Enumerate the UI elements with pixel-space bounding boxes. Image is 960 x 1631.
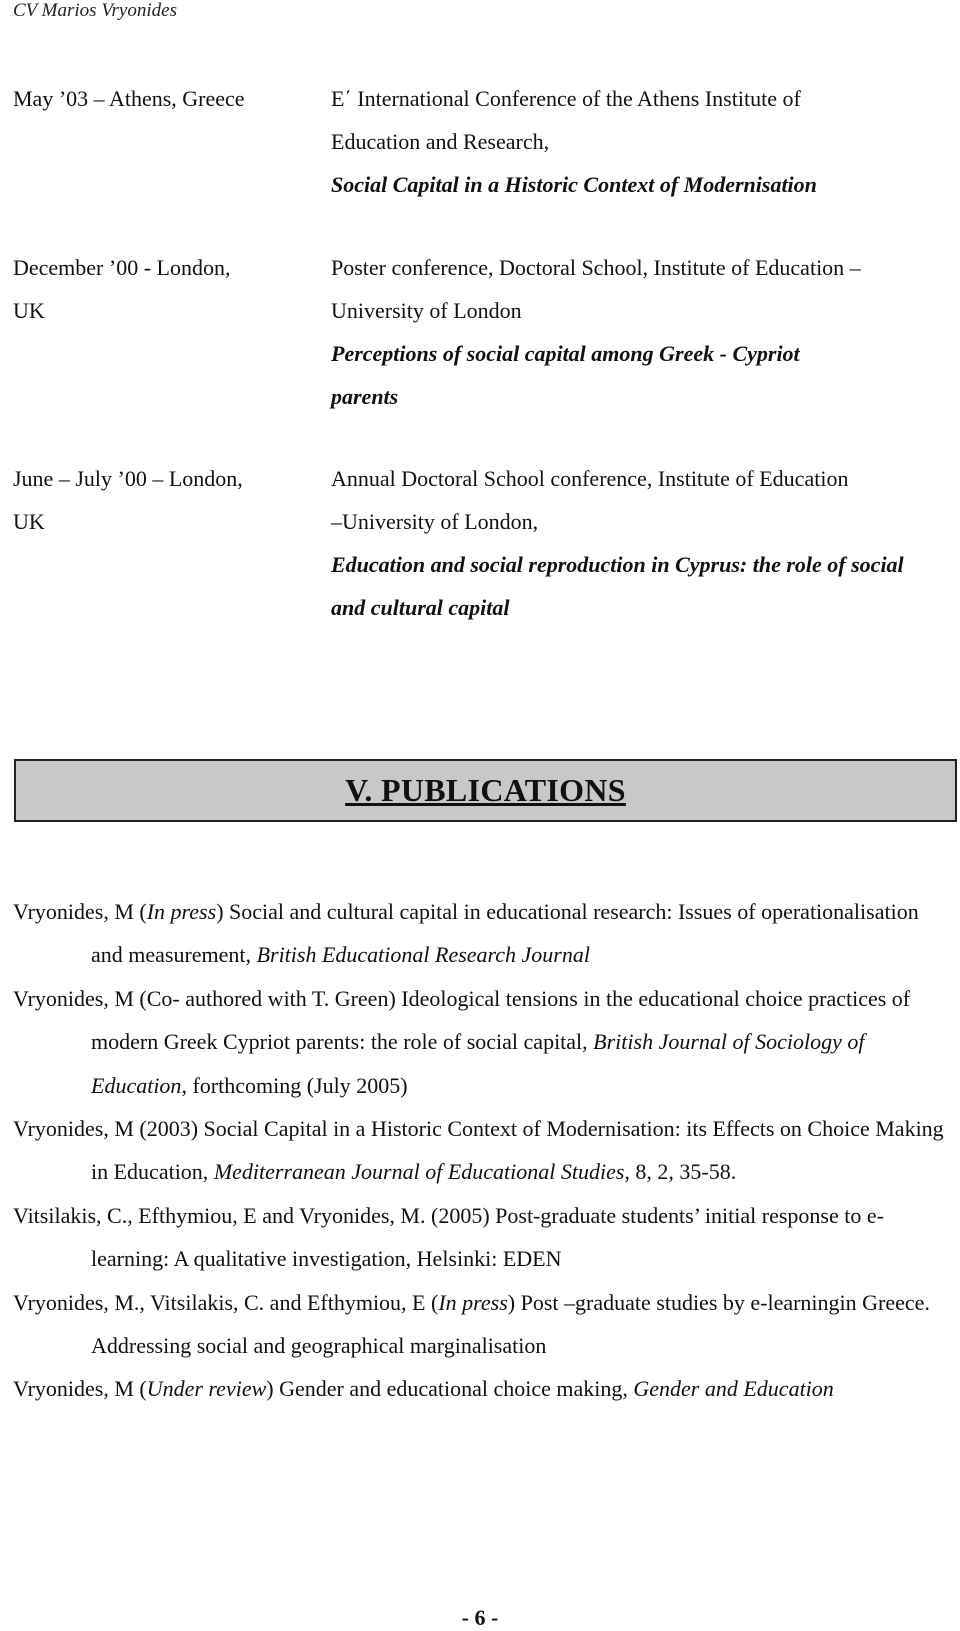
- page-header: CV Marios Vryonides: [13, 0, 177, 21]
- publication-item: Vryonides, M (In press) Social and cultural capital in educational research: Issues of operationalisation and measurement, British Educational Research Journal: [13, 899, 919, 968]
- conference-venue-cont: Education and Research,: [331, 129, 550, 154]
- conference-venue-cont: –University of London,: [331, 509, 539, 534]
- conference-paper-title: Education and social reproduction in Cyprus: the role of social and cultural capital: [331, 552, 904, 620]
- conference-details: [331, 246, 931, 418]
- section-title: V. PUBLICATIONS: [345, 772, 626, 808]
- conference-venue: E΄ International Conference of the Athens Institute of: [331, 86, 801, 111]
- conference-details: [331, 77, 931, 206]
- conference-date: December ’00 - London, UK: [13, 255, 231, 323]
- publication-item: Vitsilakis, C., Efthymiou, E and Vryonides, M. (2005) Post-graduate students’ initial response to e-learning: A qualitative investigation, Helsinki: EDEN: [13, 1202, 884, 1272]
- section-heading-box: [14, 759, 957, 822]
- conference-paper-title: Perceptions of social capital among Greek - Cypriot parents: [331, 341, 800, 409]
- conference-venue-cont: University of London: [331, 298, 522, 323]
- page-number: - 6 -: [461, 1605, 499, 1630]
- conference-venue: Annual Doctoral School conference, Institute of Education: [331, 466, 849, 491]
- publication-item: Vryonides, M (Co- authored with T. Green) Ideological tensions in the educational choice practices of modern Greek Cypriot parents: the role of social capital, British Journal of Sociology of Education, forthcoming (July 2005): [13, 985, 911, 1098]
- conference-date: May ’03 – Athens, Greece: [13, 86, 245, 111]
- conference-venue: Poster conference, Doctoral School, Institute of Education –: [331, 255, 861, 280]
- publication-item: Vryonides, M (2003) Social Capital in a Historic Context of Modernisation: its Effects on Choice Making in Education, Mediterranean Journal of Educational Studies, 8, 2, 35-58.: [13, 1116, 944, 1185]
- conference-paper-title: Social Capital in a Historic Context of Modernisation: [331, 172, 817, 197]
- conference-date: June – July ’00 – London, UK: [13, 466, 243, 534]
- conference-details: [331, 457, 931, 629]
- publication-item: Vryonides, M., Vitsilakis, C. and Efthymiou, E (In press) Post –graduate studies by e-learningin Greece. Addressing social and geographical marginalisation: [13, 1289, 930, 1359]
- publications-list: [13, 890, 948, 1411]
- publication-item: Vryonides, M (Under review) Gender and educational choice making, Gender and Education: [13, 1376, 834, 1402]
